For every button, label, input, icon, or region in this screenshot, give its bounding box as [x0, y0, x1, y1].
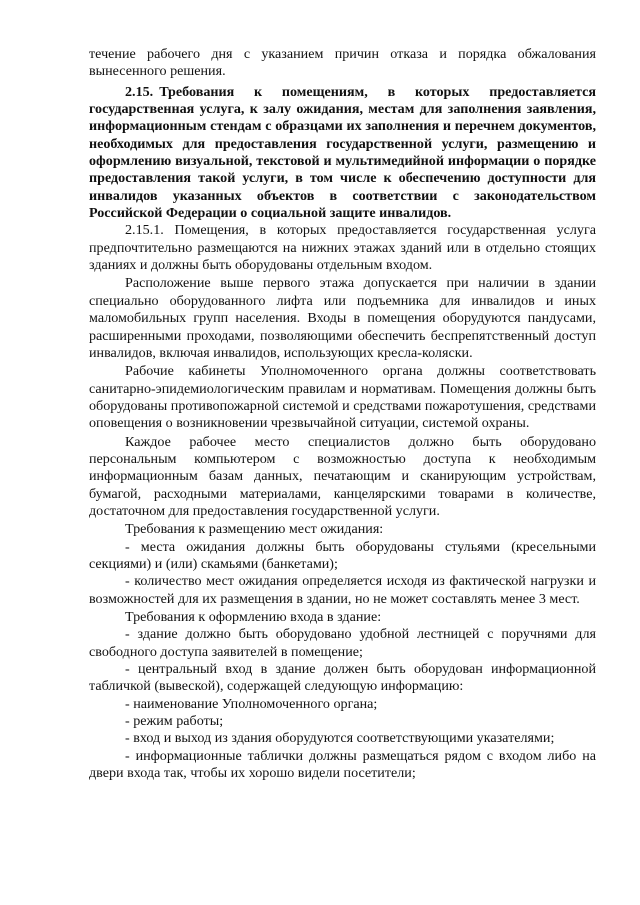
document-page	[89, 46, 596, 782]
paragraph-continuation: течение рабочего дня с указанием причин отказа и порядка обжалования вынесенного решения.	[89, 46, 596, 80]
list-item-waiting-seats: - места ожидания должны быть оборудованы стульями (кресельными секциями) и (или) скамьями (банкетами);	[89, 538, 596, 572]
section-heading-2-15	[89, 84, 596, 223]
list-item-info-plates: - информационные таблички должны размещаться рядом с входом либо на двери входа так, чтобы их хорошо видели посетители;	[89, 747, 596, 782]
paragraph-upper-floor-access: Расположение выше первого этажа допускается при наличии в здании специально оборудованного лифта или подъемника для инвалидов и иных маломобильных групп населения. Входы в помещения оборудуются пандусами, расширенными проходами, позволяющими обеспечить беспрепятственный доступ инвалидов, включая инвалидов, использующих кресла-коляски.	[89, 275, 596, 361]
paragraph-workplace-equipment: Каждое рабочее место специалистов должно быть оборудовано персональным компьютером с возможностью доступа к необходимым информационным базам данных, печатающим и сканирующим устройствам, бумагой, расходными материалами, канцелярскими товарами в количестве, достаточном для предоставления государственной услуги.	[89, 433, 596, 519]
list-item-entrance-signs: - вход и выход из здания оборудуются соответствующими указателями;	[125, 730, 555, 747]
paragraph-entrance-requirements: Требования к оформлению входа в здание:	[125, 609, 382, 625]
list-item-work-hours: - режим работы;	[125, 713, 224, 730]
paragraph-waiting-requirements: Требования к размещению мест ожидания:	[125, 521, 384, 538]
section-number: 2.15.	[125, 83, 154, 100]
list-item-stairs: - здание должно быть оборудовано удобной лестницей с поручнями для свободного доступа заявителей в помещение;	[89, 626, 596, 660]
paragraph-2-15-1: 2.15.1. Помещения, в которых предоставляется государственная услуга предпочтительно размещаются на нижних этажах зданий или в отдельно стоящих зданиях и должны быть оборудованы отдельным входом.	[89, 222, 596, 274]
list-item-waiting-count: - количество мест ожидания определяется исходя из фактической нагрузки и возможностей для их размещения в здании, но не может составлять менее 3 мест.	[89, 573, 596, 607]
paragraph-work-offices: Рабочие кабинеты Уполномоченного органа должны соответствовать санитарно-эпидемиологическим правилам и нормативам. Помещения должны быть оборудованы противопожарной системой и средствами пожаротушения, средствами оповещения о возникновении чрезвычайной ситуации, системой охраны.	[89, 363, 596, 432]
section-heading-text: Требования к помещениям, в которых предоставляется государственная услуга, к залу ожидания, местам для заполнения заявления, информационным стендам с образцами их заполнения и перечнем документов, необходимых для предоставления государственной услуги, размещению и оформлению визуальной, текстовой и мультимедийной информации о порядке предоставления такой услуги, в том числе к обеспечению доступности для инвалидов указанных объектов в соответствии с законодательством Российской Федерации о социальной защите инвалидов.	[89, 83, 596, 222]
list-item-organ-name: - наименование Уполномоченного органа;	[125, 695, 378, 712]
list-item-signboard: - центральный вход в здание должен быть оборудован информационной табличкой (вывеской), содержащей следующую информацию:	[89, 661, 596, 695]
